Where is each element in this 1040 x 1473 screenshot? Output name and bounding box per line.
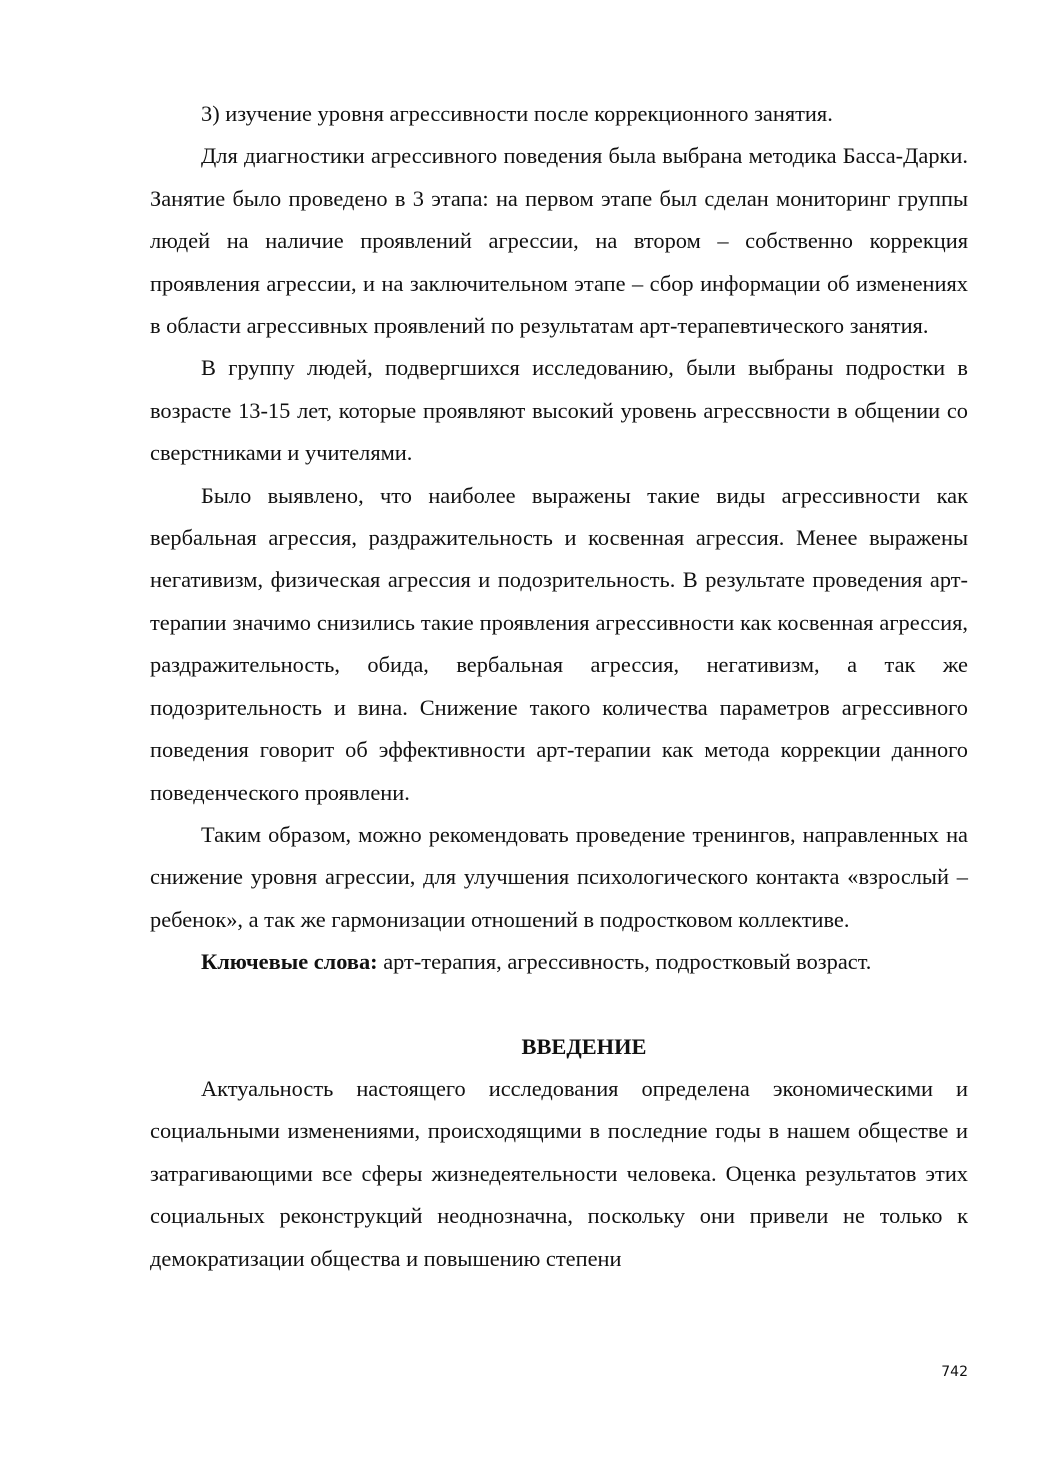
method-paragraph: Для диагностики агрессивного поведения была выбрана методика Басса-Дарки. Занятие было проведено в 3 этапа: на первом этапе был сделан мониторинг группы людей на наличие проявлений агрессии, на втором – собственно коррекция проявления агрессии, и на заключительном этапе – сбор информации об изменениях в области агрессивных проявлений по результатам арт-терапевтического занятия. [150,143,968,339]
sample-paragraph: В группу людей, подвергшихся исследованию, были выбраны подростки в возрасте 13-15 лет, которые проявляют высокий уровень агрессвности в общении со сверстниками и учителями. [150,355,968,466]
conclusion-paragraph: Таким образом, можно рекомендовать проведение тренингов, направленных на снижение уровня агрессии, для улучшения психологического контакта «взрослый – ребенок», а так же гармонизации отношений в подростковом коллективе. [150,821,968,932]
results-paragraph: Было выявлено, что наиболее выражены такие виды агрессивности как вербальная агрессия, раздражительность и косвенная агрессия. Менее выражены негативизм, физическая агрессия и подозрительность. В результате проведения арт-терапии значимо снизились такие проявления агрессивности как косвенная агрессия, раздражительность, обида, вербальная агрессия, негативизм, а так же подозрительность и вина. Снижение такого количества параметров агрессивного поведения говорит об эффективности арт-терапии как метода коррекции данного поведенческого проявлени. [150,482,968,805]
section-spacer [150,984,968,1026]
introduction-paragraph: Актуальность настоящего исследования определена экономическими и социальными изменениями, происходящими в последние годы в нашем обществе и затрагивающими все сферы жизнедеятельности человека. Оценка результатов этих социальных реконструкций неоднозначна, поскольку они привели не только к демократизации общества и повышению степени [150,1075,968,1271]
keywords-text: арт-терапия, агрессивность, подростковый возраст. [377,949,872,975]
keywords-paragraph [150,941,968,983]
section-heading: ВВЕДЕНИЕ [521,1033,647,1059]
page-number: 742 [941,1364,968,1380]
list-item-paragraph: 3) изучение уровня агрессивности после коррекционного занятия. [201,101,833,126]
keywords-label: Ключевые слова: [201,949,378,975]
document-page [150,93,968,1280]
